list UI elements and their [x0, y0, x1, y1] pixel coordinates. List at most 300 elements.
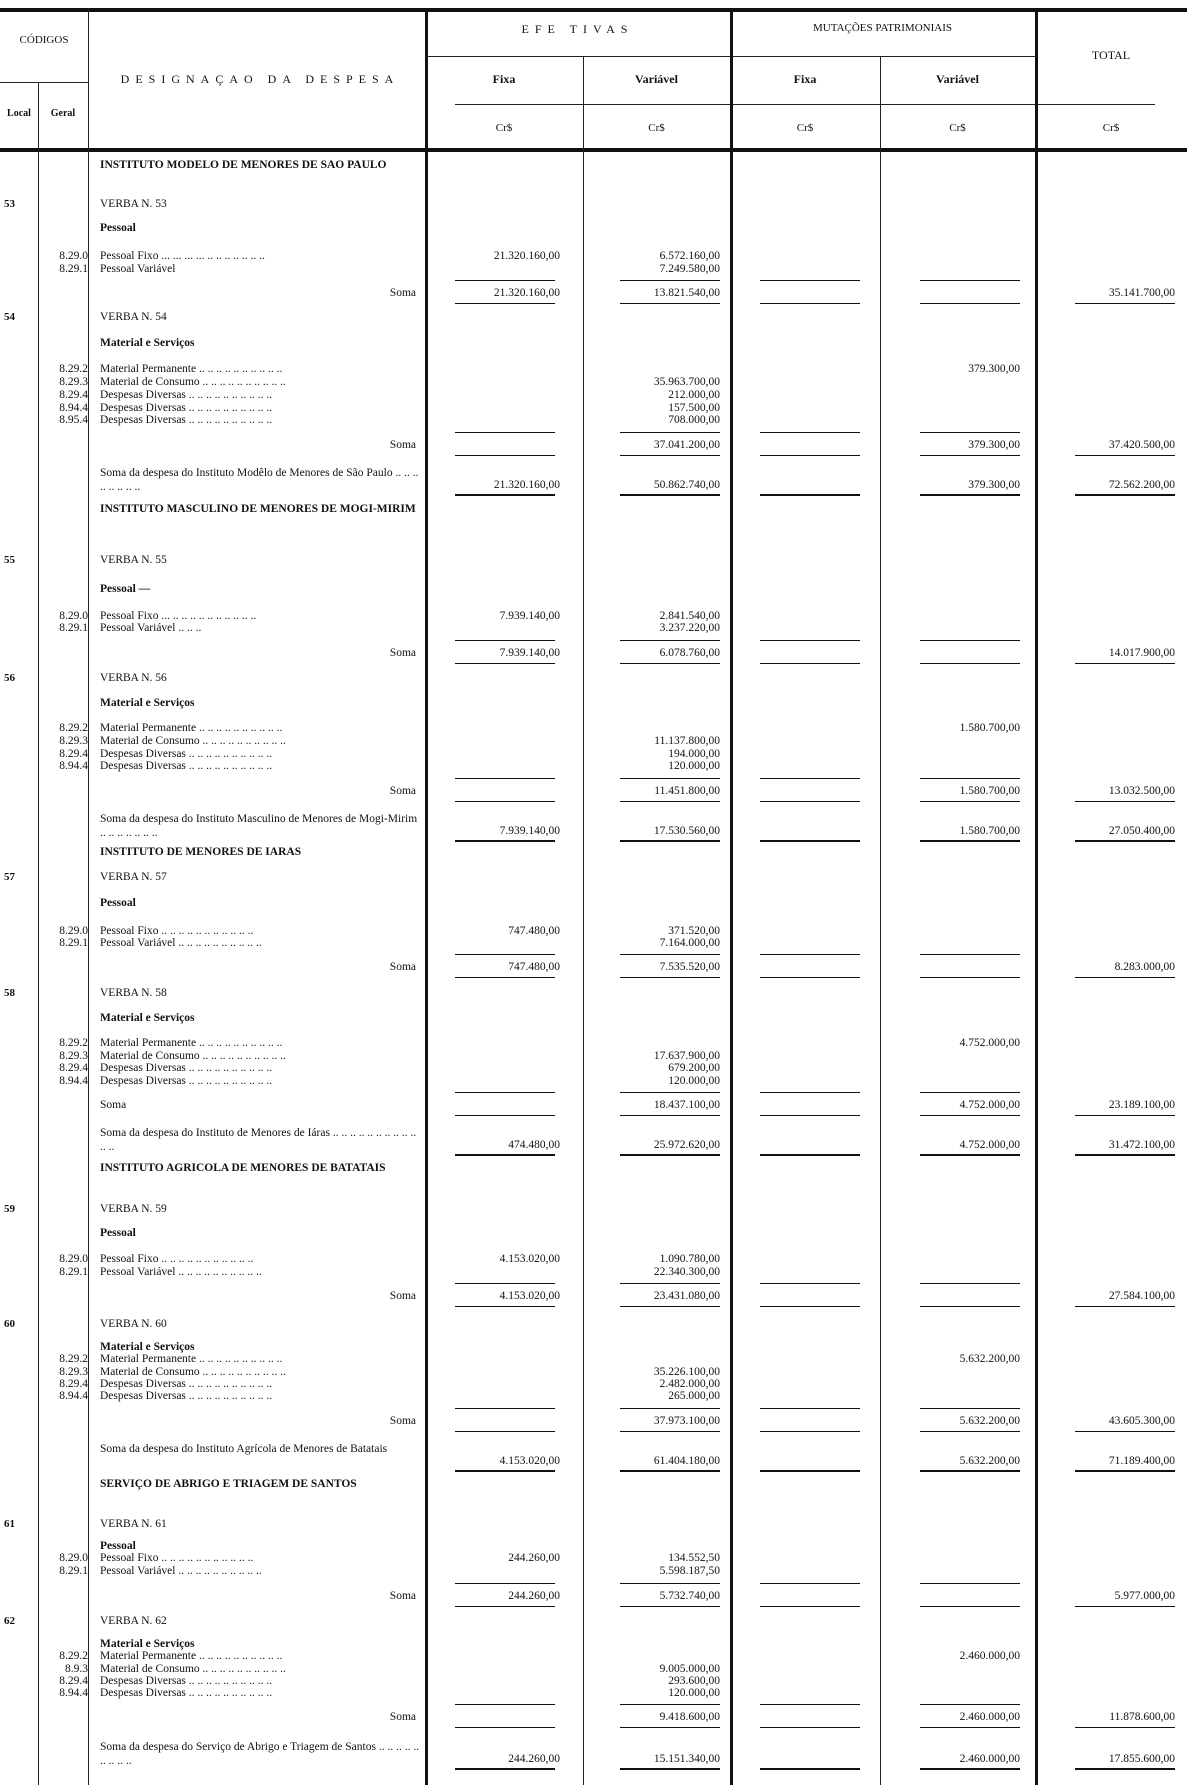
- verba-label: VERBA N. 55: [100, 554, 167, 566]
- underline-rule: [455, 494, 555, 496]
- verba-label: VERBA N. 58: [100, 987, 167, 999]
- geral-code: 8.29.1: [59, 263, 88, 275]
- underline-rule: [920, 1431, 1020, 1432]
- subheading: Material e Serviços: [100, 697, 195, 709]
- underline-rule: [920, 954, 1020, 955]
- underline-rule: [455, 1704, 555, 1705]
- amount-total: 11.878.600,00: [1109, 1711, 1175, 1723]
- underline-rule: [920, 1092, 1020, 1093]
- table-row: [0, 1389, 1187, 1405]
- section-title: INSTITUTO MODELO DE MENORES DE SAO PAULO: [100, 159, 387, 171]
- underline-rule: [455, 778, 555, 779]
- underline-rule: [760, 1727, 860, 1728]
- underline-rule: [920, 801, 1020, 802]
- underline-rule: [1075, 494, 1175, 496]
- amount-var: 50.862.740,00: [653, 479, 720, 491]
- underline-rule: [620, 1727, 720, 1728]
- amount-var: 37.973.100,00: [653, 1415, 720, 1427]
- amount-fixa: 7.939.140,00: [499, 610, 560, 622]
- header-mut-variavel: Variável: [936, 72, 979, 86]
- amount-fixa: 4.153.020,00: [499, 1290, 560, 1302]
- underline-rule: [455, 1583, 555, 1584]
- geral-code: 8.29.4: [59, 389, 88, 401]
- table-row: [0, 1517, 1187, 1533]
- subheading: Pessoal: [100, 1227, 136, 1239]
- amount-var: 708.000,00: [668, 414, 720, 426]
- table-row: [0, 1477, 1187, 1505]
- underline-rule: [620, 1768, 720, 1770]
- amount-fixa: 474.480,00: [508, 1139, 560, 1151]
- underline-rule: [760, 1115, 860, 1116]
- soma-label: Soma: [389, 1590, 416, 1602]
- table-row: [0, 960, 1187, 976]
- item-desc: Material de Consumo .. .. .. .. .. .. .. .. .. ..: [100, 1366, 286, 1378]
- item-desc: Material Permanente .. .. .. .. .. .. .. .. .. ..: [100, 1650, 283, 1662]
- underline-rule: [620, 1583, 720, 1584]
- underline-rule: [760, 455, 860, 456]
- underline-rule: [455, 1283, 555, 1284]
- underline-rule: [920, 432, 1020, 433]
- geral-code: 8.29.3: [59, 735, 88, 747]
- underline-rule: [455, 954, 555, 955]
- underline-rule: [1075, 977, 1175, 978]
- amount-fixa: 244.260,00: [508, 1753, 560, 1765]
- item-desc: Pessoal Fixo ... ... ... ... .. .. .. .. .. .. ..: [100, 250, 265, 262]
- amount-total: 71.189.400,00: [1108, 1455, 1175, 1467]
- amount-var: 120.000,00: [668, 1687, 720, 1699]
- table-row: [0, 646, 1187, 662]
- underline-rule: [1075, 1431, 1175, 1432]
- underline-rule: [455, 1408, 555, 1409]
- underline-rule: [760, 1768, 860, 1770]
- underline-rule: [1075, 840, 1175, 842]
- underline-rule: [1075, 1727, 1175, 1728]
- underline-rule: [920, 1727, 1020, 1728]
- geral-code: 8.95.4: [59, 414, 88, 426]
- geral-code: 8.94.4: [59, 402, 88, 414]
- underline-rule: [760, 840, 860, 842]
- table-row: [0, 845, 1187, 873]
- table-row: [0, 553, 1187, 569]
- subheading: Pessoal: [100, 897, 136, 909]
- local-code: 56: [4, 672, 15, 684]
- table-row: [0, 1265, 1187, 1281]
- amount-fixa: 747.480,00: [508, 961, 560, 973]
- amount-var: 679.200,00: [668, 1062, 720, 1074]
- underline-rule: [760, 1408, 860, 1409]
- item-desc: Despesas Diversas .. .. .. .. .. .. .. .. .. ..: [100, 414, 273, 426]
- underline-rule: [760, 1283, 860, 1284]
- underline-rule: [620, 663, 720, 664]
- verba-label: VERBA N. 57: [100, 871, 167, 883]
- amount-mvar: 1.580.700,00: [959, 785, 1020, 797]
- geral-code: 8.29.0: [59, 250, 88, 262]
- underline-rule: [455, 1115, 555, 1116]
- underline-rule: [920, 1306, 1020, 1307]
- item-desc: Despesas Diversas .. .. .. .. .. .. .. .. .. ..: [100, 1675, 273, 1687]
- amount-var: 18.437.100,00: [653, 1099, 720, 1111]
- geral-code: 8.29.0: [59, 925, 88, 937]
- amount-fixa: 4.153.020,00: [499, 1253, 560, 1265]
- underline-rule: [455, 977, 555, 978]
- amount-var: 37.041.200,00: [653, 439, 720, 451]
- item-desc: Material Permanente .. .. .. .. .. .. .. .. .. ..: [100, 1037, 283, 1049]
- amount-total: 31.472.100,00: [1108, 1139, 1175, 1151]
- underline-rule: [620, 1606, 720, 1607]
- amount-var: 11.137.800,00: [654, 735, 720, 747]
- amount-var: 120.000,00: [668, 1075, 720, 1087]
- amount-mvar: 379.300,00: [968, 363, 1020, 375]
- geral-code: 8.94.4: [59, 1075, 88, 1087]
- geral-code: 8.29.0: [59, 1253, 88, 1265]
- section-title: INSTITUTO DE MENORES DE IARAS: [100, 846, 302, 858]
- underline-rule: [455, 640, 555, 641]
- underline-rule: [620, 1283, 720, 1284]
- header-mutacoes: MUTAÇÕES PATRIMONIAIS: [813, 22, 952, 34]
- top-rule: [0, 8, 1187, 12]
- amount-var: 7.249.580,00: [659, 263, 720, 275]
- verba-label: VERBA N. 53: [100, 198, 167, 210]
- subheading: Pessoal —: [100, 583, 151, 595]
- amount-var: 61.404.180,00: [653, 1455, 720, 1467]
- header-bottom-rule: [0, 148, 1187, 152]
- underline-rule: [620, 977, 720, 978]
- table-row: [0, 1289, 1187, 1305]
- underline-rule: [920, 840, 1020, 842]
- geral-code: 8.29.0: [59, 1552, 88, 1564]
- amount-var: 5.598.187,50: [659, 1565, 720, 1577]
- table-row: [0, 262, 1187, 278]
- table-row: [0, 1442, 1187, 1470]
- item-desc: Material de Consumo .. .. .. .. .. .. .. .. .. ..: [100, 1663, 286, 1675]
- item-desc: Despesas Diversas .. .. .. .. .. .. .. .. .. ..: [100, 1378, 273, 1390]
- header-total: TOTAL: [1091, 48, 1131, 62]
- unit-rule: [455, 104, 1155, 105]
- geral-code: 8.29.1: [59, 1266, 88, 1278]
- item-desc: Pessoal Variável .. .. ..: [100, 622, 202, 634]
- underline-rule: [620, 280, 720, 281]
- underline-rule: [455, 455, 555, 456]
- section-title: INSTITUTO MASCULINO DE MENORES DE MOGI-MIRIM: [100, 503, 416, 515]
- geral-code: 8.29.4: [59, 748, 88, 760]
- amount-var: 9.005.000,00: [659, 1663, 720, 1675]
- header-mut-fixa: Fixa: [793, 72, 817, 86]
- amount-mvar: 5.632.200,00: [959, 1353, 1020, 1365]
- table-row: [0, 621, 1187, 637]
- underline-rule: [920, 1408, 1020, 1409]
- header-unit-1: Cr$: [495, 122, 513, 134]
- soma-label: Soma: [389, 1711, 416, 1723]
- table-row: [0, 1161, 1187, 1189]
- amount-fixa: 747.480,00: [508, 925, 560, 937]
- item-desc: Despesas Diversas .. .. .. .. .. .. .. .. .. ..: [100, 389, 273, 401]
- amount-mvar: 1.580.700,00: [959, 825, 1020, 837]
- table-row: [0, 1098, 1187, 1114]
- geral-code: 8.94.4: [59, 760, 88, 772]
- geral-code: 8.29.4: [59, 1378, 88, 1390]
- amount-var: 2.841.540,00: [659, 610, 720, 622]
- amount-mvar: 379.300,00: [968, 479, 1020, 491]
- geral-code: 8.29.3: [59, 1050, 88, 1062]
- amount-fixa: 7.939.140,00: [499, 825, 560, 837]
- table-row: [0, 502, 1187, 530]
- item-desc: Pessoal Fixo .. .. .. .. .. .. .. .. .. .. ..: [100, 1253, 254, 1265]
- underline-rule: [760, 663, 860, 664]
- local-code: 57: [4, 871, 15, 883]
- underline-rule: [455, 1768, 555, 1770]
- header-geral: Geral: [50, 108, 76, 119]
- item-desc: Despesas Diversas .. .. .. .. .. .. .. .. .. ..: [100, 760, 273, 772]
- verba-label: VERBA N. 62: [100, 1615, 167, 1627]
- amount-total: 5.977.000,00: [1114, 1590, 1175, 1602]
- geral-code: 8.29.4: [59, 1062, 88, 1074]
- underline-rule: [1075, 1115, 1175, 1116]
- item-desc: Pessoal Variável .. .. .. .. .. .. .. .. .. ..: [100, 937, 262, 949]
- geral-code: 8.29.3: [59, 1366, 88, 1378]
- amount-fixa: 244.260,00: [508, 1552, 560, 1564]
- underline-rule: [455, 432, 555, 433]
- underline-rule: [455, 1606, 555, 1607]
- table-row: [0, 1589, 1187, 1605]
- underline-rule: [1075, 801, 1175, 802]
- item-desc: Pessoal Fixo .. .. .. .. .. .. .. .. .. .. ..: [100, 925, 254, 937]
- underline-rule: [920, 640, 1020, 641]
- table-row: [0, 413, 1187, 429]
- underline-rule: [920, 1154, 1020, 1156]
- amount-var: 17.530.560,00: [653, 825, 720, 837]
- table-row: [0, 812, 1187, 840]
- summary-label: Soma da despesa do Serviço de Abrigo e Triagem de Santos .. .. .. .. .. .. .. .. ..: [100, 1741, 420, 1767]
- amount-total: 72.562.200,00: [1108, 479, 1175, 491]
- underline-rule: [920, 494, 1020, 496]
- underline-rule: [1075, 663, 1175, 664]
- amount-var: 35.963.700,00: [653, 376, 720, 388]
- amount-var: 1.090.780,00: [659, 1253, 720, 1265]
- underline-rule: [455, 1306, 555, 1307]
- local-code: 55: [4, 554, 15, 566]
- amount-var: 25.972.620,00: [653, 1139, 720, 1151]
- item-desc: Despesas Diversas .. .. .. .. .. .. .. .. .. ..: [100, 402, 273, 414]
- subheading: Pessoal: [100, 1540, 136, 1552]
- soma-label: Soma: [389, 1290, 416, 1302]
- codigos-rule: [0, 82, 88, 83]
- underline-rule: [455, 1092, 555, 1093]
- underline-rule: [455, 801, 555, 802]
- summary-label: Soma da despesa do Instituto Masculino de Menores de Mogi-Mirim .. .. .. .. .. .. ..: [100, 813, 418, 839]
- table-row: [0, 759, 1187, 775]
- underline-rule: [620, 494, 720, 496]
- table-row: [0, 896, 1187, 912]
- item-desc: Material de Consumo .. .. .. .. .. .. .. .. .. ..: [100, 735, 286, 747]
- underline-rule: [620, 1306, 720, 1307]
- local-code: 61: [4, 1518, 15, 1530]
- amount-mvar: 379.300,00: [968, 439, 1020, 451]
- underline-rule: [760, 1306, 860, 1307]
- amount-fixa: 244.260,00: [508, 1590, 560, 1602]
- amount-total: 37.420.500,00: [1108, 439, 1175, 451]
- amount-var: 13.821.540,00: [653, 287, 720, 299]
- soma-label: Soma: [389, 961, 416, 973]
- geral-code: 8.29.1: [59, 622, 88, 634]
- underline-rule: [920, 1704, 1020, 1705]
- geral-code: 8.29.1: [59, 1565, 88, 1577]
- header-efetivas: EFE TIVAS: [521, 22, 634, 36]
- underline-rule: [760, 1431, 860, 1432]
- table-row: [0, 1710, 1187, 1726]
- underline-rule: [620, 840, 720, 842]
- amount-var: 9.418.600,00: [659, 1711, 720, 1723]
- amount-mvar: 2.460.000,00: [959, 1753, 1020, 1765]
- header-designacao: DESIGNAÇAO DA DESPESA: [120, 72, 400, 86]
- subheading: Material e Serviços: [100, 337, 195, 349]
- amount-mvar: 4.752.000,00: [959, 1037, 1020, 1049]
- subheading: Material e Serviços: [100, 1341, 195, 1353]
- verba-label: VERBA N. 54: [100, 311, 167, 323]
- item-desc: Pessoal Variável .. .. .. .. .. .. .. .. .. ..: [100, 1266, 262, 1278]
- underline-rule: [920, 303, 1020, 304]
- underline-rule: [620, 1154, 720, 1156]
- verba-label: VERBA N. 60: [100, 1318, 167, 1330]
- amount-mvar: 1.580.700,00: [959, 722, 1020, 734]
- amount-var: 7.535.520,00: [659, 961, 720, 973]
- geral-code: 8.29.0: [59, 610, 88, 622]
- amount-var: 17.637.900,00: [653, 1050, 720, 1062]
- underline-rule: [620, 1431, 720, 1432]
- geral-code: 8.29.2: [59, 363, 88, 375]
- header-unit-5: Cr$: [1102, 122, 1120, 134]
- verba-label: VERBA N. 61: [100, 1518, 167, 1530]
- local-code: 58: [4, 987, 15, 999]
- table-row: [0, 671, 1187, 687]
- underline-rule: [760, 1704, 860, 1705]
- underline-rule: [920, 455, 1020, 456]
- amount-total: 27.050.400,00: [1108, 825, 1175, 837]
- header-local: Local: [7, 108, 31, 119]
- amount-mvar: 2.460.000,00: [959, 1711, 1020, 1723]
- table-row: [0, 936, 1187, 952]
- amount-mvar: 5.632.200,00: [959, 1415, 1020, 1427]
- underline-rule: [920, 280, 1020, 281]
- soma-label: Soma: [389, 287, 416, 299]
- table-row: [0, 1202, 1187, 1218]
- summary-label: Soma da despesa do Instituto Modêlo de Menores de São Paulo .. .. .. .. .. .. .. ..: [100, 467, 419, 493]
- table-row: [0, 336, 1187, 352]
- amount-total: 23.189.100,00: [1108, 1099, 1175, 1111]
- item-desc: Material de Consumo .. .. .. .. .. .. .. .. .. ..: [100, 1050, 286, 1062]
- table-row: [0, 197, 1187, 213]
- geral-code: 8.29.1: [59, 937, 88, 949]
- subheading: Pessoal: [100, 222, 136, 234]
- amount-total: 14.017.900,00: [1108, 647, 1175, 659]
- summary-label: Soma da despesa do Instituto Agrícola de Menores de Batatais: [100, 1443, 388, 1455]
- amount-var: 3.237.220,00: [659, 622, 720, 634]
- local-code: 54: [4, 311, 15, 323]
- amount-var: 11.451.800,00: [654, 785, 720, 797]
- item-desc: Despesas Diversas .. .. .. .. .. .. .. .. .. ..: [100, 748, 273, 760]
- amount-fixa: 7.939.140,00: [499, 647, 560, 659]
- header-variavel: Variável: [635, 72, 678, 86]
- underline-rule: [920, 1606, 1020, 1607]
- item-desc: Pessoal Variável .. .. .. .. .. .. .. .. .. ..: [100, 1565, 262, 1577]
- underline-rule: [760, 432, 860, 433]
- verba-label: VERBA N. 56: [100, 672, 167, 684]
- verba-label: VERBA N. 59: [100, 1203, 167, 1215]
- table-row: [0, 466, 1187, 494]
- local-code: 59: [4, 1203, 15, 1215]
- underline-rule: [455, 1431, 555, 1432]
- table-row: [0, 1226, 1187, 1242]
- amount-total: 35.141.700,00: [1108, 287, 1175, 299]
- amount-var: 5.732.740,00: [659, 1590, 720, 1602]
- underline-rule: [620, 954, 720, 955]
- header-unit-2: Cr$: [648, 122, 665, 134]
- section-title: INSTITUTO AGRICOLA DE MENORES DE BATATAIS: [100, 1162, 386, 1174]
- underline-rule: [620, 1408, 720, 1409]
- amount-mvar: 4.752.000,00: [959, 1139, 1020, 1151]
- amount-var: 2.482.000,00: [659, 1378, 720, 1390]
- underline-rule: [620, 801, 720, 802]
- underline-rule: [920, 1583, 1020, 1584]
- amount-var: 194.000,00: [668, 748, 720, 760]
- geral-code: 8.9.3: [65, 1663, 88, 1675]
- underline-rule: [1075, 303, 1175, 304]
- underline-rule: [620, 455, 720, 456]
- table-row: [0, 1414, 1187, 1430]
- underline-rule: [920, 1768, 1020, 1770]
- item-desc: Despesas Diversas .. .. .. .. .. .. .. .. .. ..: [100, 1687, 273, 1699]
- item-desc: Material Permanente .. .. .. .. .. .. .. .. .. ..: [100, 722, 283, 734]
- underline-rule: [620, 1470, 720, 1472]
- table-row: [0, 221, 1187, 237]
- item-desc: Pessoal Fixo .. .. .. .. .. .. .. .. .. .. ..: [100, 1552, 254, 1564]
- table-row: [0, 1074, 1187, 1090]
- table-row: [0, 286, 1187, 302]
- underline-rule: [760, 778, 860, 779]
- underline-rule: [620, 1092, 720, 1093]
- summary-label: Soma da despesa do Instituto de Menores de Iáras .. .. .. .. .. .. .. .. .. .. .. ..: [100, 1127, 417, 1153]
- geral-code: 8.29.2: [59, 1037, 88, 1049]
- underline-rule: [760, 801, 860, 802]
- amount-total: 8.283.000,00: [1114, 961, 1175, 973]
- underline-rule: [620, 640, 720, 641]
- amount-var: 15.151.340,00: [653, 1753, 720, 1765]
- table-row: [0, 310, 1187, 326]
- amount-var: 23.431.080,00: [653, 1290, 720, 1302]
- local-code: 62: [4, 1615, 15, 1627]
- amount-total: 27.584.100,00: [1108, 1290, 1175, 1302]
- underline-rule: [920, 663, 1020, 664]
- item-desc: Material Permanente .. .. .. .. .. .. .. .. .. ..: [100, 1353, 283, 1365]
- geral-code: 8.94.4: [59, 1687, 88, 1699]
- amount-var: 6.572.160,00: [659, 250, 720, 262]
- header-unit-3: Cr$: [796, 122, 814, 134]
- underline-rule: [620, 1115, 720, 1116]
- section-title: SERVIÇO DE ABRIGO E TRIAGEM DE SANTOS: [100, 1478, 357, 1490]
- underline-rule: [455, 303, 555, 304]
- underline-rule: [760, 977, 860, 978]
- underline-rule: [1075, 1306, 1175, 1307]
- amount-var: 371.520,00: [668, 925, 720, 937]
- table-row: [0, 1126, 1187, 1154]
- underline-rule: [920, 1470, 1020, 1472]
- header-fixa: Fixa: [492, 72, 516, 86]
- amount-total: 13.032.500,00: [1108, 785, 1175, 797]
- subheading: Material e Serviços: [100, 1012, 195, 1024]
- underline-rule: [760, 1092, 860, 1093]
- underline-rule: [1075, 1768, 1175, 1770]
- item-desc: Material Permanente .. .. .. .. .. .. .. .. .. ..: [100, 363, 283, 375]
- amount-mvar: 2.460.000,00: [959, 1650, 1020, 1662]
